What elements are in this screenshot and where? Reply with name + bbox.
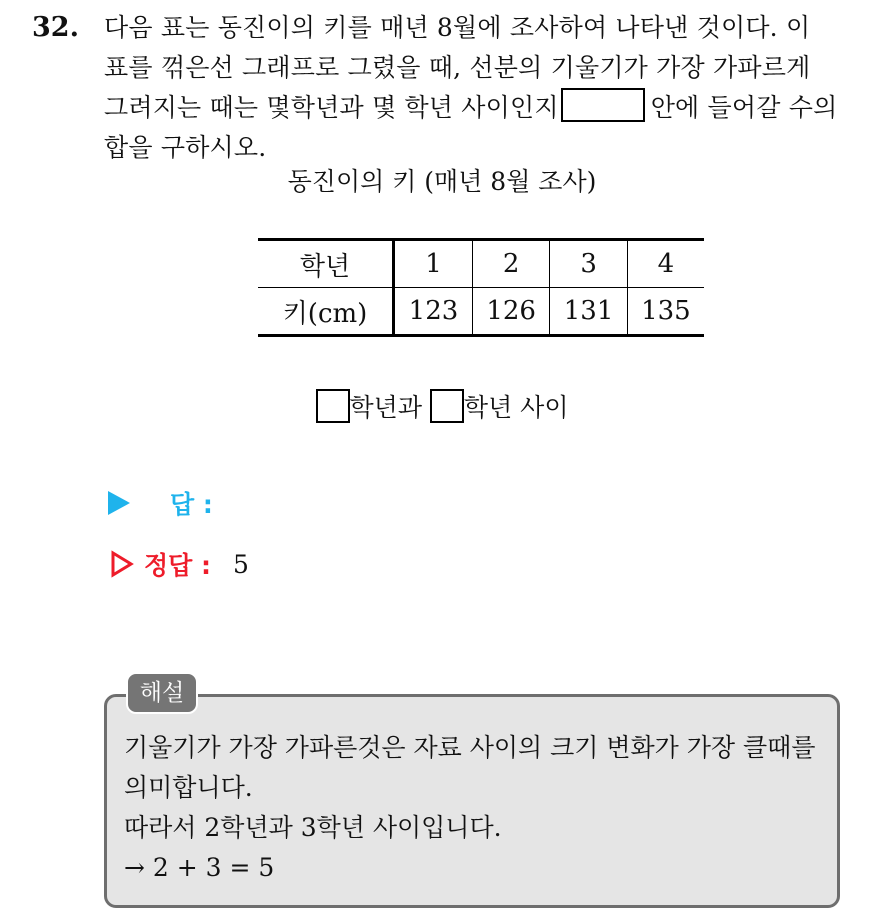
- question-line-3-start: 그려지는 때는 몇학년과 몇 학년 사이인지: [104, 93, 559, 122]
- table-caption: 동진이의 키 (매년 8월 조사): [287, 167, 597, 196]
- explanation-tag: 해설: [126, 672, 198, 714]
- correct-answer-row: [110, 546, 249, 582]
- answer-blank-box: [561, 88, 645, 122]
- question-line-2: 표를 꺾은선 그래프로 그렸을 때, 선분의 기울기가 가장 가파르게: [104, 53, 811, 82]
- height-cell: 126: [472, 288, 549, 336]
- question-text: [104, 8, 864, 168]
- table-row-height: [258, 288, 704, 336]
- second-grade-blank-box: [430, 389, 464, 423]
- table-row-grade: [258, 240, 704, 288]
- question-line-1: 다음 표는 동진이의 키를 매년 8월에 조사하여 나타낸 것이다. 이: [104, 13, 811, 42]
- blank-sentence-part-2: 학년 사이: [463, 393, 569, 422]
- grade-cell: 1: [394, 240, 473, 288]
- row-header-grade: 학년: [258, 240, 394, 288]
- correct-answer-label: 정답 :: [144, 551, 212, 580]
- explanation-line: 의미합니다.: [124, 773, 253, 802]
- question-line-3: [104, 88, 864, 128]
- height-table: [258, 238, 704, 337]
- answer-label: 답 :: [170, 490, 213, 519]
- question-number: 32.: [32, 12, 79, 43]
- explanation-line: 기울기가 가장 가파른것은 자료 사이의 크기 변화가 가장 클때를: [124, 733, 816, 762]
- grade-cell: 4: [627, 240, 704, 288]
- explanation-line: → 2 + 3 = 5: [124, 853, 275, 882]
- blank-sentence: [0, 388, 884, 428]
- height-cell: 123: [394, 288, 473, 336]
- grade-cell: 3: [550, 240, 627, 288]
- explanation-line: 따라서 2학년과 3학년 사이입니다.: [124, 813, 502, 842]
- grade-cell: 2: [472, 240, 549, 288]
- explanation-text: [124, 728, 834, 888]
- correct-answer-value: 5: [233, 549, 249, 579]
- blank-sentence-part-1: 학년과: [349, 393, 422, 422]
- question-line-3-end: 안에 들어갈 수의: [650, 93, 838, 122]
- play-arrow-icon: [108, 491, 130, 515]
- row-header-height: 키(cm): [258, 288, 394, 336]
- height-cell: 135: [627, 288, 704, 336]
- height-cell: 131: [550, 288, 627, 336]
- question-line-4: 합을 구하시오.: [104, 133, 267, 162]
- answer-row: [108, 486, 213, 520]
- first-grade-blank-box: [316, 389, 350, 423]
- outline-arrow-icon: [110, 550, 134, 578]
